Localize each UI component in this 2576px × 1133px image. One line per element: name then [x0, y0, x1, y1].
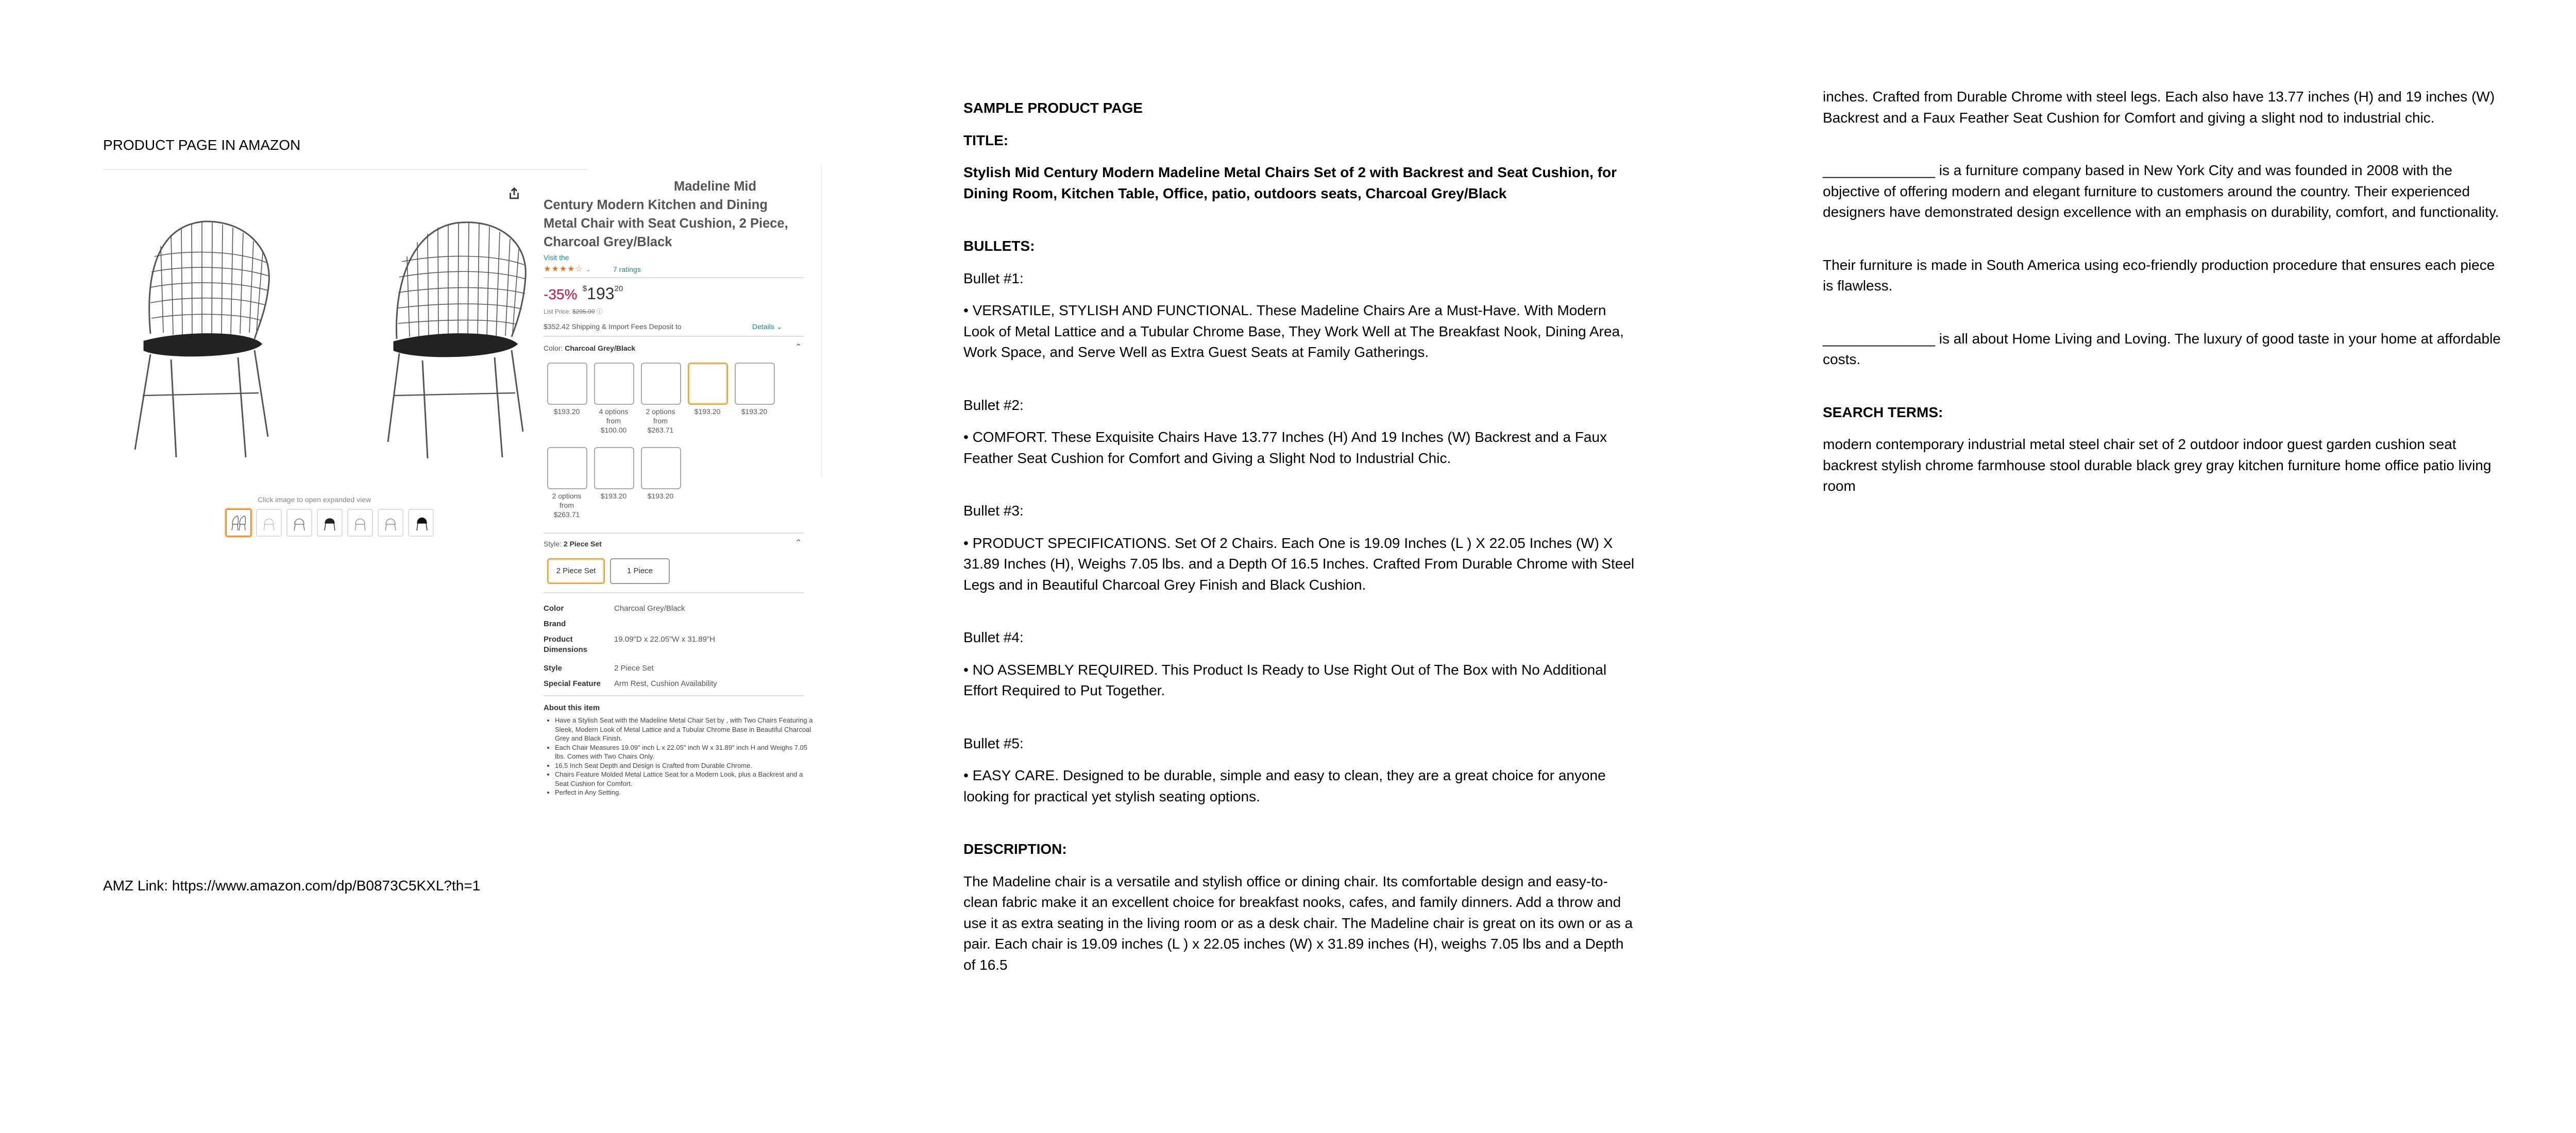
- spec-key: Special Feature: [544, 679, 601, 688]
- thumbnail-6[interactable]: [378, 509, 403, 537]
- bullet-text: • NO ASSEMBLY REQUIRED. This Product Is Ready to Use Right Out of The Box with No Additional Effort Required to Put Together.: [963, 661, 1607, 698]
- about-list: [544, 716, 815, 797]
- about-item: • Have a Stylish Seat with the Madeline Metal Chair Set by , with Two Chairs Featuring a Sleek, Modern Look of Metal Lattice and a Tubular Chrome Base in Beautiful Charcoal Grey and Black Finish.: [555, 716, 815, 743]
- bullet-text: • PRODUCT SPECIFICATIONS. Set Of 2 Chairs. Each One is 19.09 Inches (L ) X 22.05 Inches (W) X 31.89 Inches (H), Weighs 7.05 lbs. and a Depth Of 16.5 Inches. Crafted From Durable Chrome with Steel Legs and in Beautiful Charcoal Grey Finish and Black Cushion.: [963, 535, 1635, 593]
- thumbnail-strip: [226, 509, 434, 537]
- page2-column: [963, 98, 1638, 975]
- swatch-price: $193.20: [600, 492, 627, 500]
- swatch-price: 2 options from $263.71: [646, 407, 675, 434]
- color-swatch[interactable]: [547, 447, 587, 489]
- spec-value: Arm Rest, Cushion Availability: [614, 679, 717, 688]
- living-paragraph: ______________ is all about Home Living and Loving. The luxury of good taste in your home at affordable costs.: [1823, 330, 2501, 367]
- thumbnail-7[interactable]: [408, 509, 434, 537]
- eco-paragraph: Their furniture is made in South America using eco-friendly production procedure that ensures each piece is flawless.: [1823, 256, 2495, 294]
- list-price: [544, 307, 603, 316]
- color-label: Color:: [544, 344, 563, 352]
- price-divider: [544, 336, 804, 337]
- discount-percent: -35%: [544, 286, 578, 302]
- share-icon[interactable]: [505, 184, 523, 203]
- color-swatch[interactable]: [688, 363, 728, 405]
- amz-link[interactable]: AMZ Link: https://www.amazon.com/dp/B0873C5KXL?th=1: [103, 878, 481, 894]
- product-title[interactable]: Madeline Mid Century Modern Kitchen and Dining Metal Chair with Seat Cushion, 2 Piece, Charcoal Grey/Black: [544, 179, 788, 249]
- thumbnail-5[interactable]: [347, 509, 373, 537]
- swatch-price: $193.20: [741, 407, 768, 416]
- color-swatch[interactable]: [594, 447, 634, 489]
- color-swatch[interactable]: [735, 363, 775, 405]
- about-item: • Each Chair Measures 19.09" inch L x 22.05" inch W x 31.89" inch H and Weighs 7.05 lbs. Comes with Two Chairs Only.: [555, 743, 815, 761]
- bullet-label: Bullet #3:: [963, 503, 1024, 519]
- bullet-label: Bullet #1:: [963, 270, 1024, 286]
- list-price-label: List Price:: [544, 308, 571, 315]
- swatch-price: 2 options from $263.71: [552, 492, 582, 519]
- sample-page-heading: SAMPLE PRODUCT PAGE: [963, 100, 1143, 116]
- style-option-1-piece[interactable]: 1 Piece: [610, 558, 670, 584]
- description-label: DESCRIPTION:: [963, 841, 1067, 857]
- about-item: • Perfect in Any Setting.: [555, 788, 815, 797]
- search-terms-label: SEARCH TERMS:: [1823, 404, 1943, 420]
- description-text: The Madeline chair is a versatile and stylish office or dining chair. Its comfortable design and easy-to-clean fabric make it an excellent choice for breakfast nooks, cafes, and family dinners. Add a throw and use it as extra seating in the living room or as a desk chair. The Madeline chair is great on its own or as a pair. Each chair is 19.09 inches (L ) x 22.05 inches (W) x 31.89 inches (H), weighs 7.05 lbs and a Depth of 16.5: [963, 873, 1633, 973]
- style-label: Style:: [544, 540, 562, 548]
- thumbnail-3[interactable]: [286, 509, 312, 537]
- price-whole: 193: [587, 284, 615, 303]
- color-value: Charcoal Grey/Black: [565, 344, 636, 352]
- details-link[interactable]: [752, 322, 782, 331]
- thumbnail-2[interactable]: [256, 509, 282, 537]
- swatch-price: 4 options from $100.00: [599, 407, 629, 434]
- search-terms-text: modern contemporary industrial metal steel chair set of 2 outdoor indoor guest garden cushion seat backrest stylish chrome farmhouse stool durable black grey gray kitchen furniture home office patio living room: [1823, 436, 2492, 494]
- specs-divider: [544, 695, 804, 696]
- screenshot-right-border: [821, 165, 822, 478]
- thumbnail-1[interactable]: [226, 509, 251, 537]
- chevron-up-icon[interactable]: ⌃: [795, 343, 802, 352]
- about-item: • Chairs Feature Molded Metal Lattice Seat for a Modern Look, plus a Backrest and a Seat Cushion for Comfort.: [555, 770, 815, 788]
- gallery-caption: Click image to open expanded view: [258, 495, 371, 504]
- title-label: TITLE:: [963, 132, 1009, 148]
- details-label: Details: [752, 322, 774, 331]
- title-divider: [544, 277, 804, 278]
- swatch-price: $193.20: [694, 407, 721, 416]
- color-swatch[interactable]: [594, 363, 634, 405]
- about-heading: About this item: [544, 703, 600, 712]
- spec-key: Color: [544, 604, 564, 613]
- spec-value: 19.09"D x 22.05"W x 31.89"H: [614, 635, 716, 644]
- bullet-label: Bullet #4:: [963, 629, 1024, 645]
- spec-key: Brand: [544, 620, 566, 628]
- swatch-divider: [544, 533, 804, 534]
- description-continuation: inches. Crafted from Durable Chrome with steel legs. Each also have 13.77 inches (H) and 19 inches (W) Backrest and a Faux Feather Seat Cushion for Comfort and giving a slight nod to industrial chic.: [1823, 89, 2495, 126]
- swatch-price: $193.20: [553, 407, 580, 416]
- thumbnail-4[interactable]: [317, 509, 343, 537]
- swatch-price: $193.20: [647, 492, 674, 500]
- color-selector-label: [544, 344, 635, 352]
- title-text: Stylish Mid Century Modern Madeline Metal Chairs Set of 2 with Backrest and Seat Cushion, for Dining Room, Kitchen Table, Office, patio, outdoors seats, Charcoal Grey/Black: [963, 164, 1617, 201]
- style-option-2-piece[interactable]: 2 Piece Set: [547, 558, 605, 584]
- company-paragraph: ______________ is a furniture company based in New York City and was founded in 2008 with the objective of offering modern and elegant furniture to customers around the country. Their experienced designers have demonstrated design excellence with an emphasis on durability, comfort, and functionality.: [1823, 162, 2499, 220]
- chevron-up-icon[interactable]: ⌃: [795, 539, 802, 547]
- star-rating[interactable]: ★★★★☆ ⌄: [544, 265, 592, 273]
- about-item: • 16.5 Inch Seat Depth and Design is Crafted from Durable Chrome.: [555, 761, 815, 770]
- spec-value: Charcoal Grey/Black: [614, 604, 685, 613]
- bullet-text: • COMFORT. These Exquisite Chairs Have 13.77 Inches (H) And 19 Inches (W) Backrest and a Faux Feather Seat Cushion for Comfort and Giving a Slight Nod to Industrial Chic.: [963, 429, 1607, 466]
- price-fraction: 20: [614, 284, 623, 293]
- visit-store-link[interactable]: Visit the: [544, 253, 569, 262]
- price-block: [544, 284, 623, 303]
- price-symbol: $: [582, 284, 587, 293]
- bullet-text: • VERSATILE, STYLISH AND FUNCTIONAL. These Madeline Chairs Are a Must-Have. With Modern Look of Metal Lattice and a Tubular Chrome Base, They Work Well at The Breakfast Nook, Dining Area, Work Space, and Serve Well as Extra Guest Seats at Family Gatherings.: [963, 302, 1624, 360]
- ratings-count-link[interactable]: 7 ratings: [613, 265, 641, 273]
- spec-key: Style: [544, 664, 562, 673]
- bullet-label: Bullet #5:: [963, 735, 1024, 751]
- bullet-label: Bullet #2:: [963, 397, 1024, 413]
- chair-image-side[interactable]: [379, 215, 533, 461]
- list-price-value: $295.00: [572, 308, 595, 315]
- color-swatch[interactable]: [641, 447, 681, 489]
- chair-image-front[interactable]: [120, 215, 279, 461]
- info-icon[interactable]: ⓘ: [596, 308, 603, 315]
- bullet-text: • EASY CARE. Designed to be durable, simple and easy to clean, they are a great choice for anyone looking for practical yet stylish seating options.: [963, 767, 1606, 804]
- page3-column: [1823, 87, 2503, 497]
- chevron-down-icon: ⌄: [776, 322, 783, 331]
- color-swatch[interactable]: [547, 363, 587, 405]
- spec-key: Product Dimensions: [544, 635, 588, 654]
- screenshot-top-rule: [103, 169, 587, 170]
- style-divider: [544, 592, 804, 593]
- spec-value: 2 Piece Set: [614, 664, 654, 673]
- color-swatch[interactable]: [641, 363, 681, 405]
- shipping-info: $352.42 Shipping & Import Fees Deposit to: [544, 322, 682, 331]
- bullets-label: BULLETS:: [963, 238, 1035, 254]
- style-selector-label: [544, 540, 602, 548]
- style-value: 2 Piece Set: [563, 540, 602, 548]
- page1-heading: PRODUCT PAGE IN AMAZON: [103, 137, 301, 153]
